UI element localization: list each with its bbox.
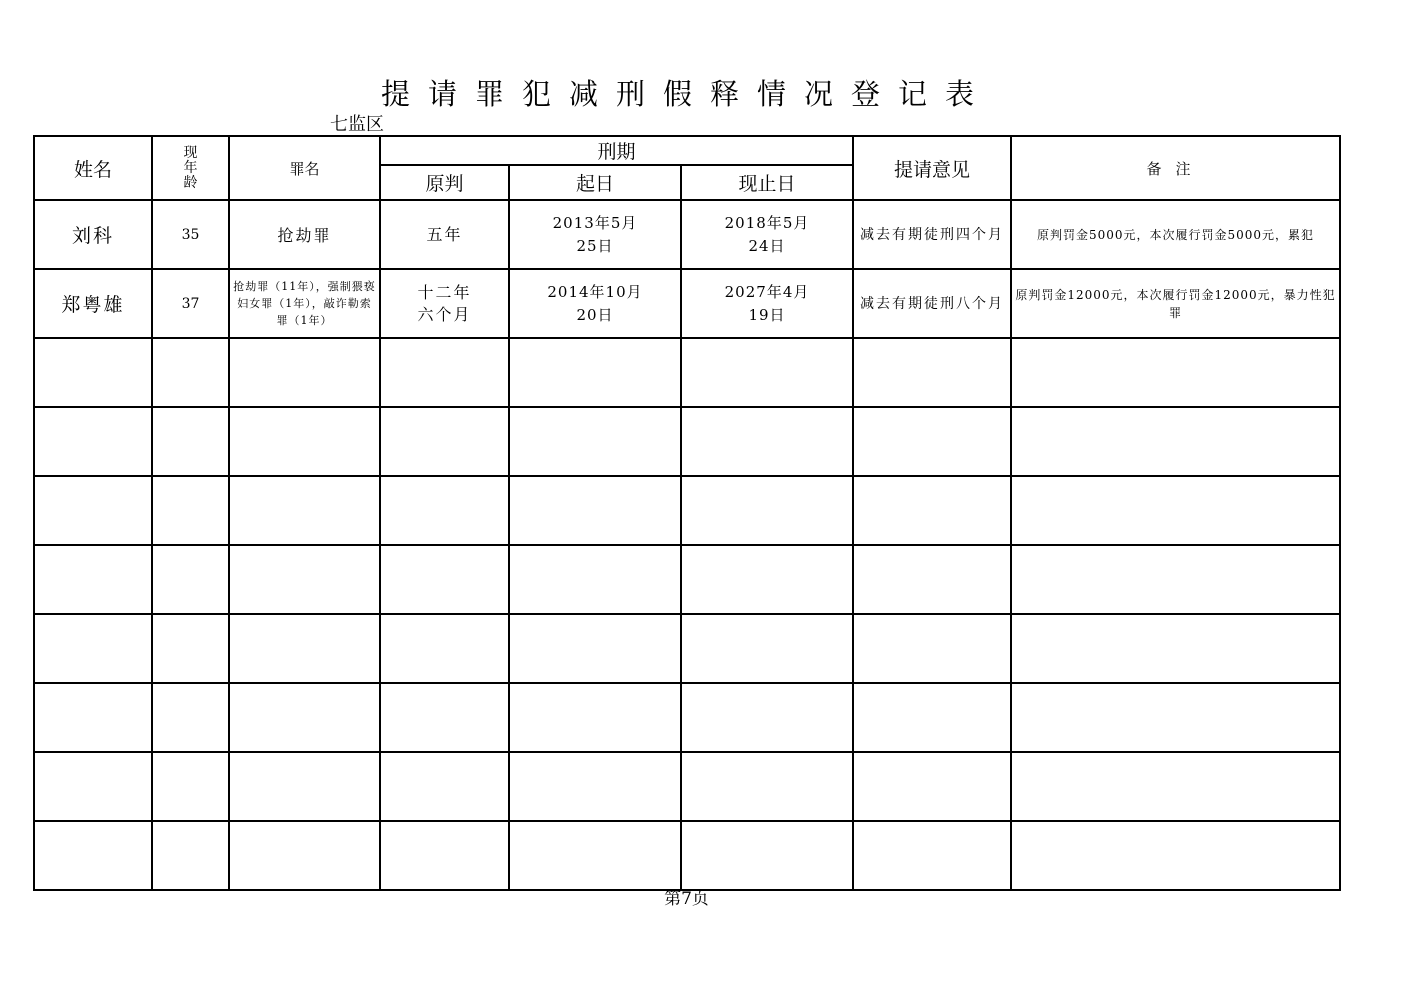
- empty-cell: [34, 821, 152, 890]
- empty-cell: [34, 338, 152, 407]
- empty-cell: [681, 545, 853, 614]
- cell-opinion: 减去有期徒刑四个月: [853, 200, 1011, 269]
- cell-end-line-2: 19日: [748, 305, 786, 324]
- empty-cell: [152, 821, 229, 890]
- empty-cell: [853, 821, 1011, 890]
- empty-cell: [1011, 407, 1340, 476]
- header-age-line-1: 现: [183, 144, 198, 161]
- empty-cell: [380, 821, 509, 890]
- empty-cell: [853, 338, 1011, 407]
- empty-cell: [1011, 614, 1340, 683]
- empty-cell: [152, 545, 229, 614]
- empty-row: [34, 407, 1340, 476]
- cell-start: [509, 269, 681, 338]
- empty-cell: [152, 338, 229, 407]
- empty-row: [34, 476, 1340, 545]
- empty-cell: [509, 683, 681, 752]
- cell-start-line-2: 20日: [576, 305, 614, 324]
- empty-cell: [229, 338, 380, 407]
- header-end: 现止日: [681, 165, 853, 200]
- empty-cell: [152, 752, 229, 821]
- page-title: 提请罪犯减刑假释情况登记表: [380, 77, 992, 111]
- empty-cell: [229, 683, 380, 752]
- header-age: [152, 136, 229, 200]
- empty-row: [34, 752, 1340, 821]
- cell-name: 郑粤雄: [34, 269, 152, 338]
- empty-cell: [681, 752, 853, 821]
- empty-cell: [853, 545, 1011, 614]
- table-row: [34, 269, 1340, 338]
- cell-end: [681, 269, 853, 338]
- cell-start-line-1: 2013年5月: [552, 213, 638, 232]
- cell-name: 刘科: [34, 200, 152, 269]
- empty-cell: [509, 338, 681, 407]
- cell-end-line-1: 2027年4月: [724, 282, 810, 301]
- empty-cell: [853, 476, 1011, 545]
- cell-remark: 原判罚金12000元，本次履行罚金12000元，暴力性犯罪: [1011, 269, 1340, 338]
- cell-crime: 抢劫罪（11年），强制猥亵妇女罪（1年），敲诈勒索罪（1年）: [229, 269, 380, 338]
- empty-cell: [229, 821, 380, 890]
- empty-cell: [853, 752, 1011, 821]
- empty-cell: [34, 683, 152, 752]
- cell-start-line-2: 25日: [576, 236, 614, 255]
- empty-row: [34, 614, 1340, 683]
- empty-cell: [509, 614, 681, 683]
- empty-cell: [380, 338, 509, 407]
- cell-crime: 抢劫罪: [229, 200, 380, 269]
- empty-cell: [34, 752, 152, 821]
- empty-cell: [1011, 476, 1340, 545]
- empty-cell: [380, 476, 509, 545]
- header-crime: 罪名: [229, 136, 380, 200]
- empty-cell: [229, 476, 380, 545]
- header-age-line-3: 龄: [183, 174, 198, 191]
- empty-cell: [152, 476, 229, 545]
- empty-cell: [380, 752, 509, 821]
- cell-age: 35: [152, 200, 229, 269]
- empty-cell: [681, 683, 853, 752]
- cell-end: [681, 200, 853, 269]
- header-row-top: [34, 136, 1340, 165]
- header-name: 姓名: [34, 136, 152, 200]
- empty-cell: [229, 407, 380, 476]
- empty-cell: [34, 407, 152, 476]
- register-table: [33, 135, 1341, 891]
- empty-cell: [1011, 821, 1340, 890]
- empty-cell: [380, 683, 509, 752]
- empty-cell: [853, 407, 1011, 476]
- header-start: 起日: [509, 165, 681, 200]
- empty-cell: [509, 821, 681, 890]
- empty-row: [34, 821, 1340, 890]
- empty-cell: [1011, 338, 1340, 407]
- cell-end-line-2: 24日: [748, 236, 786, 255]
- empty-cell: [853, 683, 1011, 752]
- empty-cell: [1011, 752, 1340, 821]
- empty-cell: [152, 614, 229, 683]
- empty-cell: [34, 476, 152, 545]
- empty-cell: [1011, 545, 1340, 614]
- cell-start: [509, 200, 681, 269]
- header-original: 原判: [380, 165, 509, 200]
- empty-cell: [853, 614, 1011, 683]
- empty-cell: [509, 545, 681, 614]
- empty-row: [34, 338, 1340, 407]
- empty-row: [34, 683, 1340, 752]
- table-row: [34, 200, 1340, 269]
- cell-age: 37: [152, 269, 229, 338]
- empty-cell: [229, 614, 380, 683]
- empty-cell: [380, 545, 509, 614]
- cell-original-line-1: 十二年: [417, 282, 472, 302]
- cell-start-line-1: 2014年10月: [547, 282, 643, 301]
- empty-cell: [380, 614, 509, 683]
- empty-cell: [681, 821, 853, 890]
- empty-cell: [152, 683, 229, 752]
- district-label: 七监区: [330, 114, 384, 135]
- cell-original-line: 五年: [426, 224, 463, 244]
- empty-cell: [681, 476, 853, 545]
- header-opinion: 提请意见: [853, 136, 1011, 200]
- cell-original-line-2: 六个月: [417, 304, 472, 324]
- empty-cell: [681, 338, 853, 407]
- empty-cell: [509, 407, 681, 476]
- header-term-group: 刑期: [380, 136, 853, 165]
- cell-end-line-1: 2018年5月: [724, 213, 810, 232]
- empty-cell: [34, 545, 152, 614]
- empty-cell: [229, 752, 380, 821]
- empty-cell: [509, 476, 681, 545]
- page-number: 第7页: [664, 889, 709, 909]
- empty-cell: [681, 407, 853, 476]
- cell-opinion: 减去有期徒刑八个月: [853, 269, 1011, 338]
- empty-cell: [509, 752, 681, 821]
- empty-cell: [34, 614, 152, 683]
- empty-cell: [152, 407, 229, 476]
- empty-cell: [380, 407, 509, 476]
- cell-original: [380, 200, 509, 269]
- empty-cell: [1011, 683, 1340, 752]
- cell-remark: 原判罚金5000元，本次履行罚金5000元，累犯: [1011, 200, 1340, 269]
- empty-row: [34, 545, 1340, 614]
- empty-cell: [681, 614, 853, 683]
- header-age-line-2: 年: [183, 159, 198, 176]
- header-remark: 备注: [1011, 136, 1340, 200]
- cell-original: [380, 269, 509, 338]
- empty-cell: [229, 545, 380, 614]
